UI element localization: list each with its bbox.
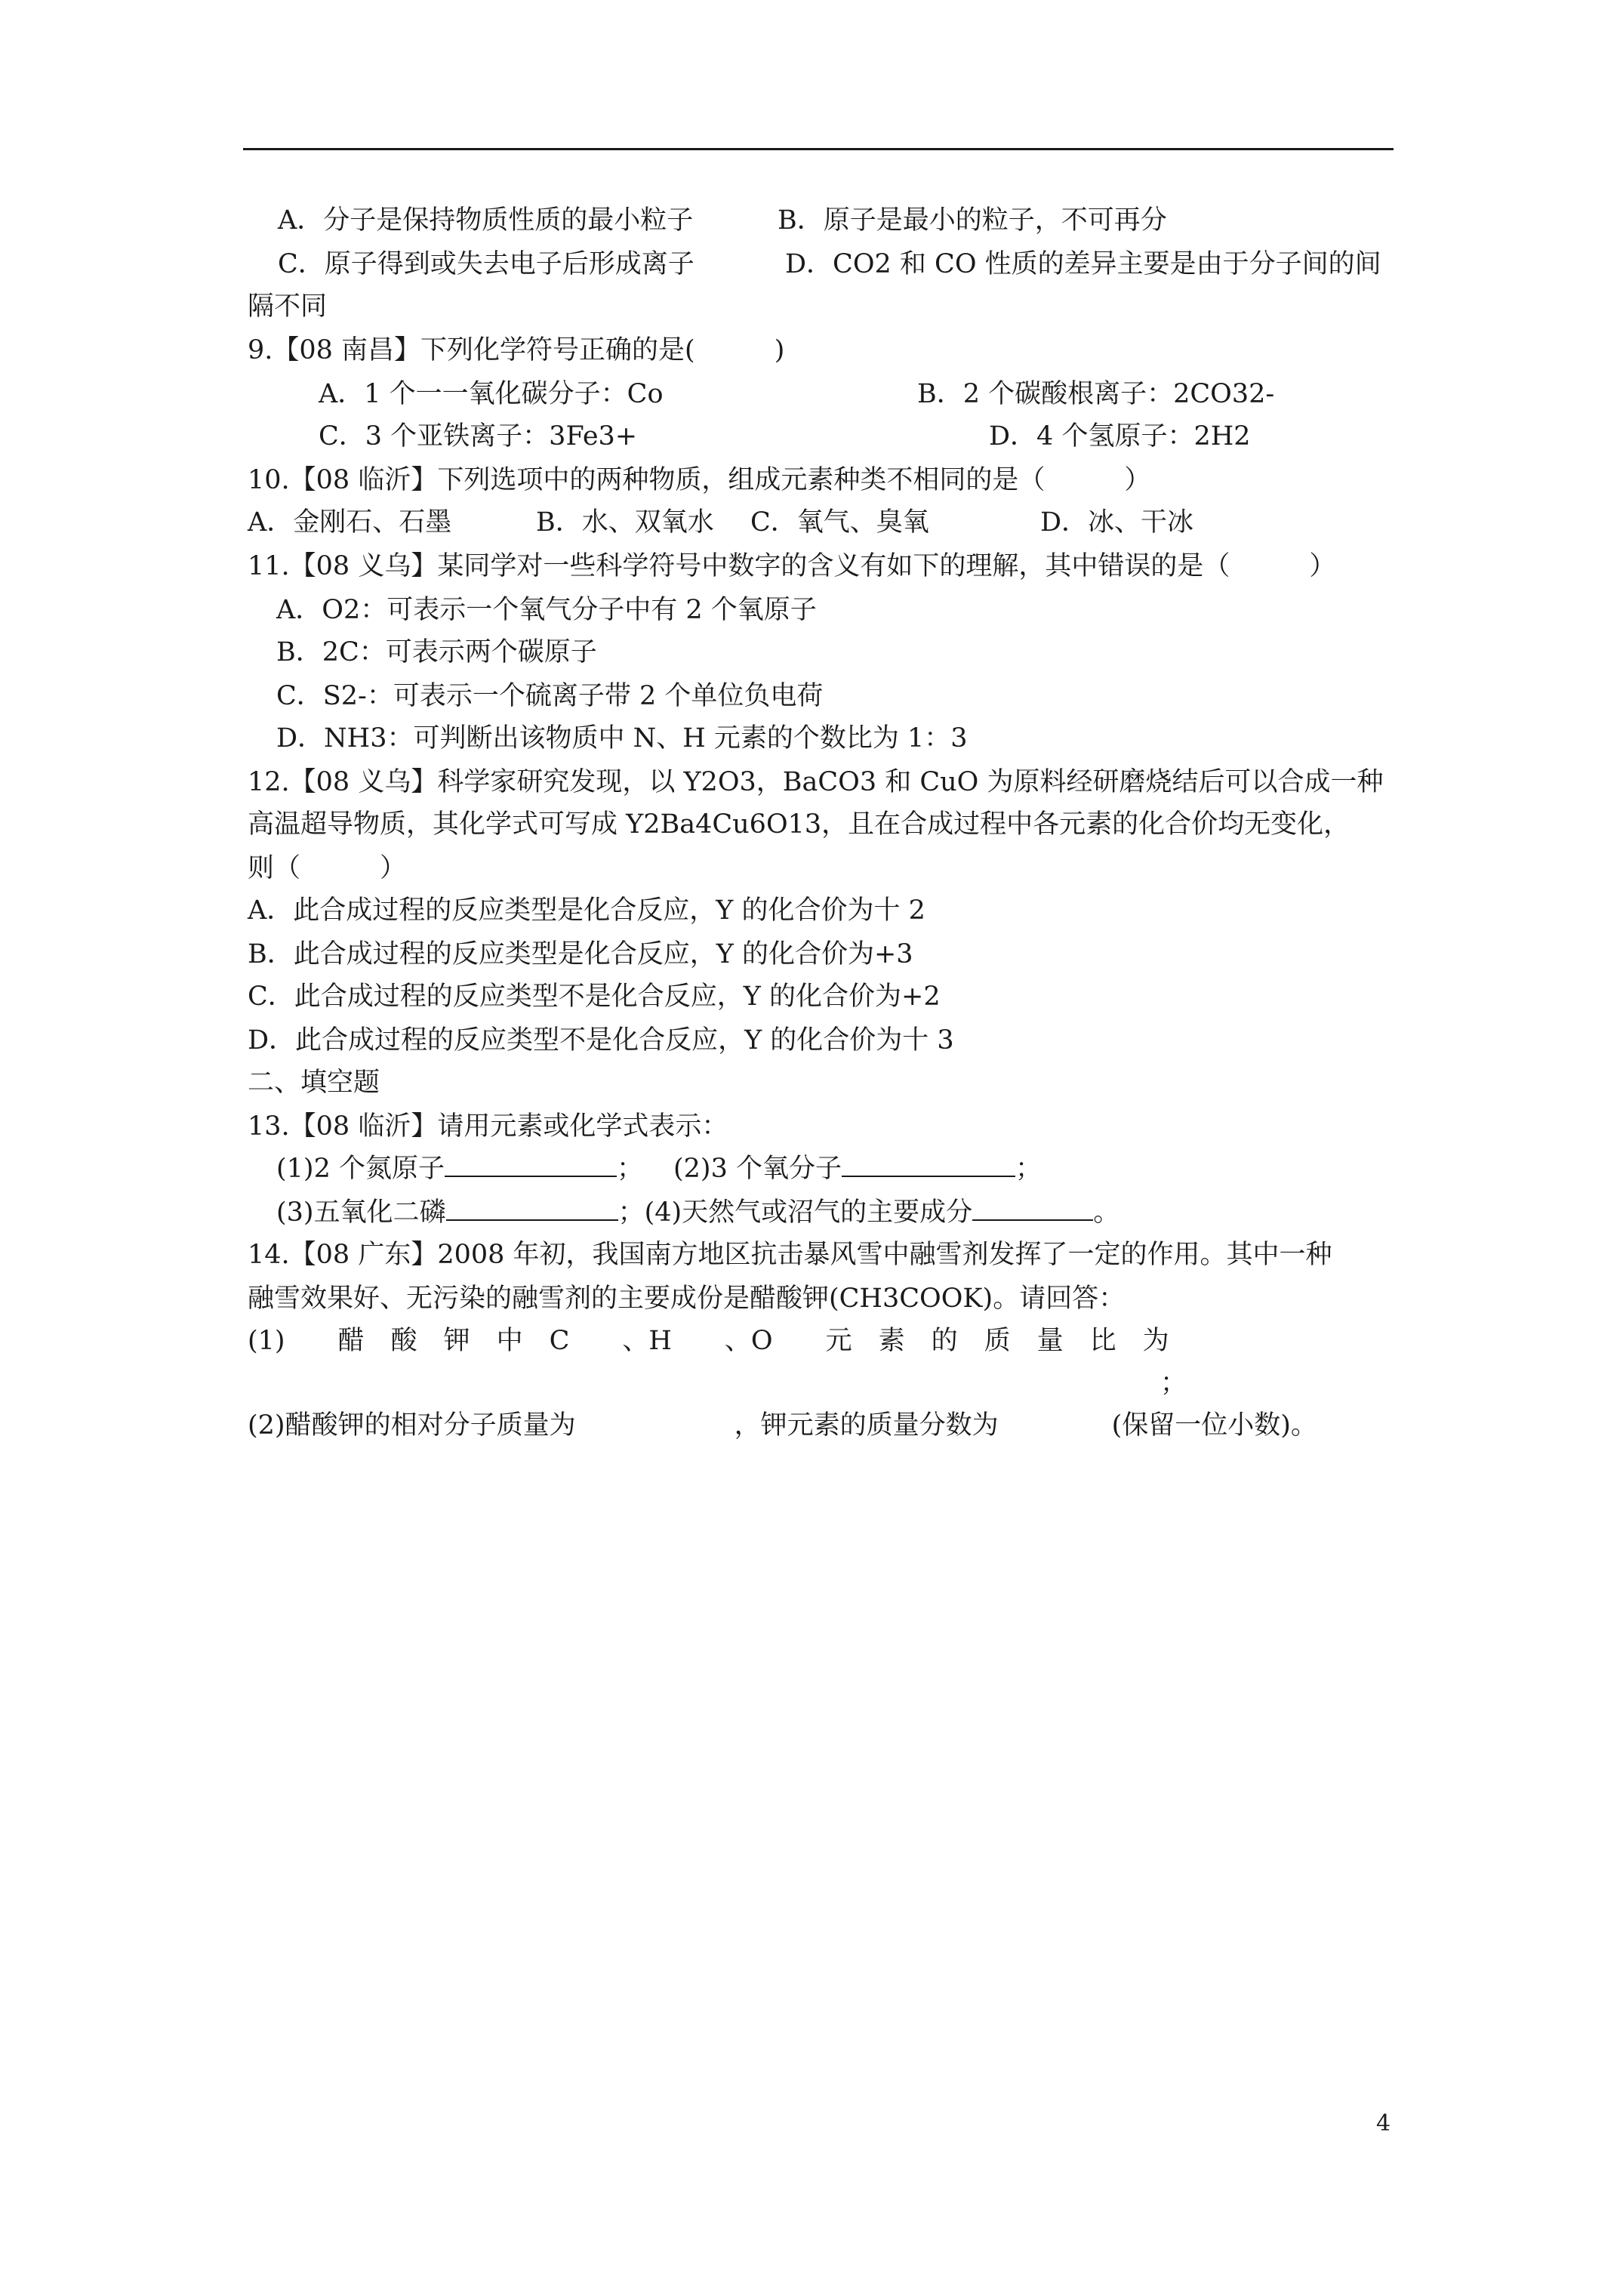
q14-part2	[248, 1409, 1317, 1442]
header-rule	[243, 148, 1394, 150]
q10-option-c: C．氧气、臭氧	[750, 507, 929, 538]
q14-part1: (1) 醋 酸 钾 中 C 、H 、O 元 素 的 质 量 比 为	[248, 1326, 1169, 1356]
q11-option-c: C．S2-：可表示一个硫离子带 2 个单位负电荷	[276, 681, 824, 711]
q11-stem: 11.【08 义乌】某同学对一些科学符号中数字的含义有如下的理解，其中错误的是（ ）	[248, 551, 1336, 581]
q13-part3-semicolon: ；	[617, 1197, 645, 1228]
section-fill-in-blank-heading: 二、填空题	[248, 1068, 380, 1098]
q10-option-a: A．金刚石、石墨	[248, 507, 452, 538]
q14-part2-label-b: ，钾元素的质量分数为	[734, 1410, 999, 1441]
q14-stem-line2: 融雪效果好、无污染的融雪剂的主要成份是醋酸钾(CH3COOK)。请回答：	[248, 1284, 1126, 1314]
q12-option-a: A．此合成过程的反应类型是化合反应，Y 的化合价为十 2	[248, 895, 925, 926]
q13-part2-semicolon: ；	[1015, 1154, 1042, 1184]
q8-option-d: D．CO2 和 CO 性质的差异主要是由于分子间的间	[785, 249, 1381, 279]
q9-option-a: A．1 个一一氧化碳分子：Co	[319, 379, 664, 409]
q13-part3-label: (3)五氧化二磷	[276, 1197, 446, 1228]
q13-line1	[276, 1152, 1042, 1185]
q13-stem: 13.【08 临沂】请用元素或化学式表示：	[248, 1111, 728, 1142]
q8-option-c: C．原子得到或失去电子后形成离子	[278, 249, 694, 279]
q13-part4-blank[interactable]	[972, 1197, 1093, 1221]
page-number: 4	[1376, 2110, 1391, 2137]
q13-part1-blank[interactable]	[445, 1153, 617, 1177]
q13-part2-blank[interactable]	[842, 1153, 1015, 1177]
q14-stem-line1: 14.【08 广东】2008 年初，我国南方地区抗击暴风雪中融雪剂发挥了一定的作用。其中一种	[248, 1240, 1332, 1270]
q13-part2-label: (2)3 个氧分子	[673, 1154, 842, 1184]
q13-part1-semicolon: ；	[616, 1154, 643, 1184]
q13-part4-label: (4)天然气或沼气的主要成分	[644, 1197, 973, 1228]
q12-stem-line3: 则（ ）	[248, 853, 407, 883]
q13-line2	[276, 1196, 1119, 1229]
q14-part1-end: ；	[1160, 1368, 1187, 1398]
q13-part4-period: 。	[1093, 1197, 1120, 1228]
q12-stem-line2: 高温超导物质，其化学式可写成 Y2Ba4Cu6O13，且在合成过程中各元素的化合价均无变化，	[248, 809, 1350, 840]
q12-stem-line1: 12.【08 义乌】科学家研究发现，以 Y2O3，BaCO3 和 CuO 为原料经研磨烧结后可以合成一种	[248, 767, 1384, 797]
q10-option-b: B．水、双氧水	[536, 507, 714, 538]
q10-option-d: D．冰、干冰	[1040, 507, 1194, 538]
q13-part3-blank[interactable]	[446, 1197, 618, 1221]
q14-part2-label-a: (2)醋酸钾的相对分子质量为	[248, 1410, 576, 1441]
q13-part1-label: (1)2 个氮原子	[276, 1154, 445, 1184]
q10-stem: 10.【08 临沂】下列选项中的两种物质，组成元素种类不相同的是（ ）	[248, 465, 1151, 495]
q12-option-d: D．此合成过程的反应类型不是化合反应，Y 的化合价为十 3	[248, 1025, 954, 1056]
q8-option-b: B．原子是最小的粒子，不可再分	[778, 205, 1167, 236]
q9-option-d: D．4 个氢原子：2H2	[989, 421, 1251, 451]
q11-option-d: D．NH3：可判断出该物质中 N、H 元素的个数比为 1：3	[276, 723, 968, 754]
q9-stem: 9.【08 南昌】下列化学符号正确的是( )	[248, 335, 785, 365]
q8-option-d-continued: 隔不同	[248, 291, 328, 322]
q11-option-b: B．2C：可表示两个碳原子	[276, 637, 597, 667]
q9-option-b: B．2 个碳酸根离子：2CO32-	[917, 379, 1275, 409]
q8-option-a: A．分子是保持物质性质的最小粒子	[278, 205, 694, 236]
q12-option-c: C．此合成过程的反应类型不是化合反应，Y 的化合价为+2	[248, 982, 941, 1012]
q14-part2-label-c: (保留一位小数)。	[1111, 1410, 1317, 1441]
q12-option-b: B．此合成过程的反应类型是化合反应，Y 的化合价为+3	[248, 939, 913, 969]
q11-option-a: A．O2：可表示一个氧气分子中有 2 个氧原子	[276, 595, 817, 625]
q9-option-c: C．3 个亚铁离子：3Fe3+	[319, 421, 638, 451]
